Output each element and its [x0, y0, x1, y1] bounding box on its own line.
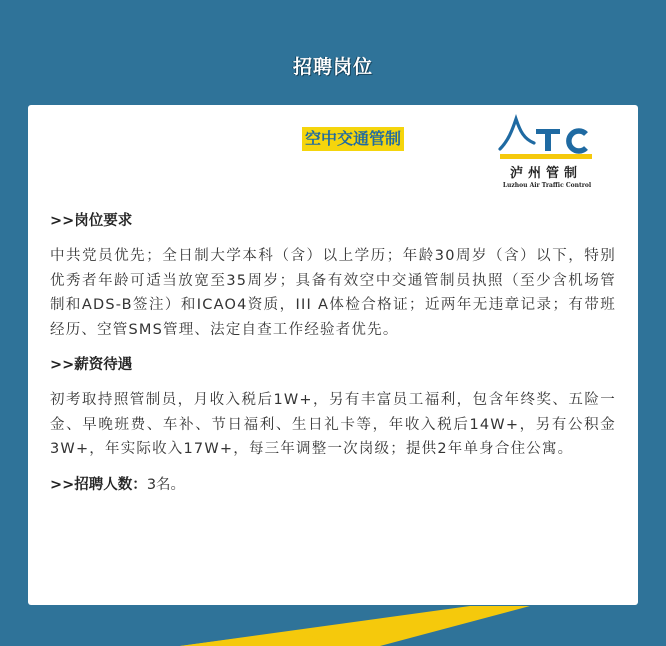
headcount-value: 3名。 — [146, 476, 186, 493]
salary-heading: >>薪资待遇 — [50, 357, 133, 373]
yellow-decoration — [0, 600, 666, 646]
headcount-label: >>招聘人数： — [50, 476, 147, 493]
job-content — [50, 209, 616, 497]
luzhou-atc-logo — [494, 111, 600, 191]
logo-cn-text: 泸州管制 — [509, 166, 583, 181]
section-title: 招聘岗位 — [292, 56, 373, 78]
job-card — [28, 105, 638, 605]
headcount-line — [50, 473, 616, 497]
requirements-heading: >>岗位要求 — [50, 213, 133, 229]
atc-logo-icon — [494, 111, 600, 183]
logo-en-text: Luzhou Air Traffic Control — [502, 182, 592, 189]
position-name: 空中交通管制 — [302, 127, 404, 151]
requirements-text: 中共党员优先；全日制大学本科（含）以上学历；年龄30周岁（含）以下，特别优秀者年龄可适当放宽至35周岁；具备有效空中交通管制员执照（至少含机场管制和ADS-B签注）和ICAO4资质，III A体检合格证；近两年无违章记录；有带班经历、空管SMS管理、法定自查工作经验者优先。 — [50, 248, 616, 338]
salary-text: 初考取持照管制员，月收入税后1W+，另有丰富员工福利，包含年终奖、五险一金、早晚班费、车补、节日福利、生日礼卡等，年收入税后14W+，另有公积金3W+，年实际收入17W+，每三年调整一次岗级；提供2年单身合住公寓。 — [50, 392, 616, 457]
